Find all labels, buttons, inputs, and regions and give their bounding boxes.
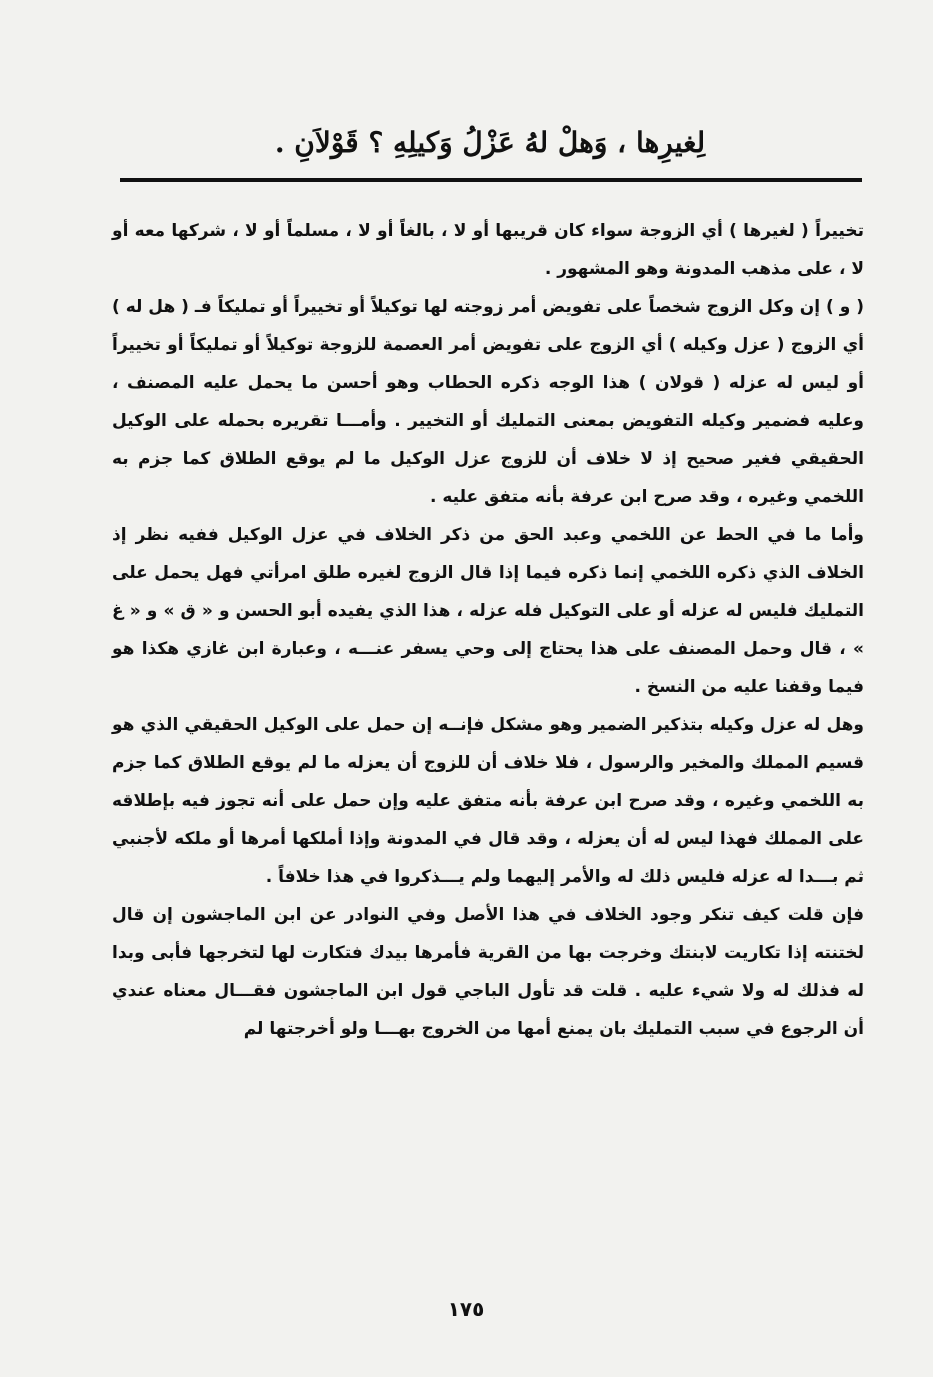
- paragraph: وأما ما في الحط عن اللخمي وعبد الحق من ذكر الخلاف في عزل الوكيل ففيه نظر إذ الخلاف الذي ذكره اللخمي إنما ذكره فيما إذا قال الزوج لغيره طلق امرأتي فهل يحمل على التمليك فليس له عزله أو على التوكيل فله عزله ، هذا الذي يفيده أبو الحسن و « ق » و « غ » ، قال وحمل المصنف على هذا يحتاج إلى وحي يسفر عنـــه ، وعبارة ابن غازي هكذا هو فيما وقفنا عليه من النسخ .: [112, 525, 864, 697]
- heading-divider: [120, 178, 862, 182]
- page-number: ١٧٥: [447, 1297, 485, 1321]
- matn-heading: لِغيرِها ، وَهلْ لهُ عَزْلُ وَكيلِهِ ؟ قَوْلاَنِ .: [274, 126, 706, 159]
- paragraph: وهل له عزل وكيله بتذكير الضمير وهو مشكل فإنــه إن حمل على الوكيل الحقيقي الذي هو قسيم المملك والمخير والرسول ، فلا خلاف أن للزوج أن يعزله ما لم يوقع الطلاق كما جزم به اللخمي وغيره ، وقد صرح ابن عرفة بأنه متفق عليه وإن حمل على أنه تجوز فيه بإطلاقه على المملك فهذا ليس له أن يعزله ، وقد قال في المدونة وإذا أملكها أمرها أو ملكه لأجنبي ثم بـــدا له عزله فليس ذلك له والأمر إليهما ولم يـــذكروا في هذا خلافاً .: [112, 715, 864, 887]
- commentary-body: [112, 212, 864, 1048]
- paragraph: تخييراً ( لغيرها ) أي الزوجة سواء كان قريبها أو لا ، بالغاً أو لا ، مسلماً أو لا ، شركها معه أو لا ، على مذهب المدونة وهو المشهور .: [112, 221, 864, 279]
- paragraph: فإن قلت كيف تنكر وجود الخلاف في هذا الأصل وفي النوادر عن ابن الماجشون إن قال لختنته إذا تكاريت لابنتك وخرجت بها من القرية فأمرها بيدك فتكارت لها لتخرجها فأبى وبدا له فذلك له ولا شيء عليه . قلت قد تأول الباجي قول ابن الماجشون فقـــال معناه عندي أن الرجوع في سبب التمليك بان يمنع أمها من الخروج بهـــا ولو أخرجتها لم: [112, 905, 864, 1039]
- paragraph: ( و ) إن وكل الزوج شخصاً على تفويض أمر زوجته لها توكيلاً أو تخييراً أو تمليكاً فـ ( هل له ) أي الزوج ( عزل وكيله ) أي الزوج على تفويض أمر العصمة للزوجة توكيلاً أو تمليكاً أو تخييراً أو ليس له عزله ( قولان ) هذا الوجه ذكره الحطاب وهو أحسن ما يحمل عليه المصنف ، وعليه فضمير وكيله التفويض بمعنى التمليك أو التخيير . وأمـــا تقريره بحمله على الوكيل الحقيقي فغير صحيح إذ لا خلاف أن للزوج عزل الوكيل ما لم يوقع الطلاق كما جزم به اللخمي وغيره ، وقد صرح ابن عرفة بأنه متفق عليه .: [112, 297, 864, 507]
